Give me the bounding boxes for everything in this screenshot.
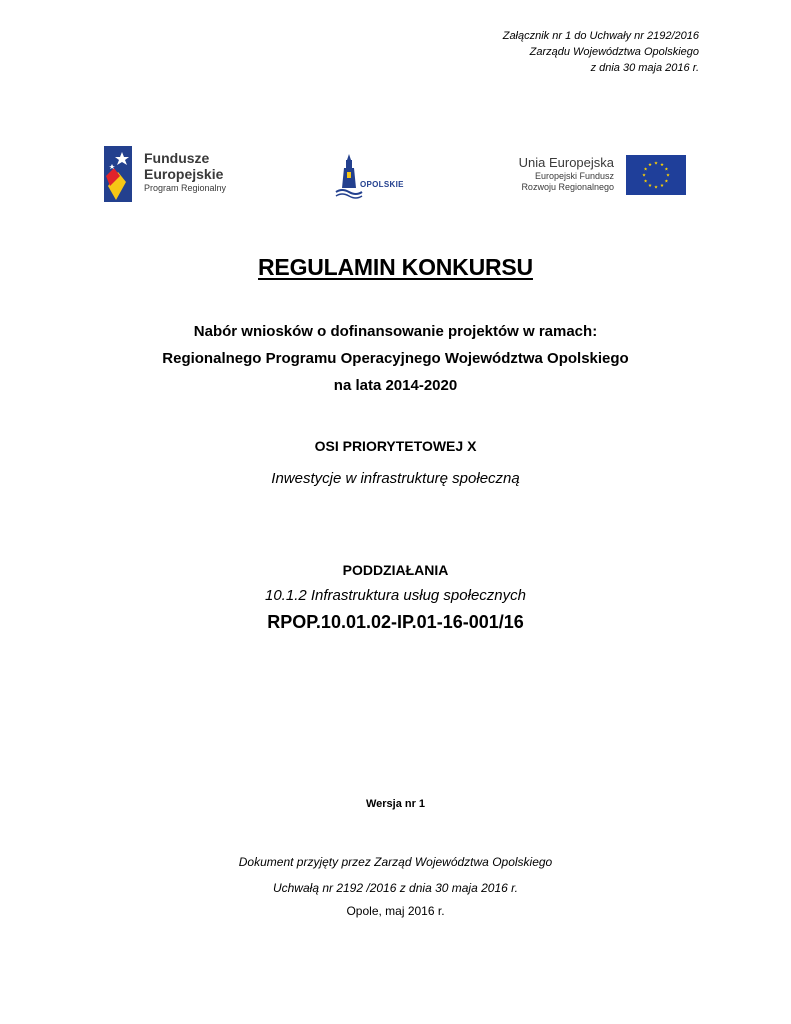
document-subtitle <box>0 318 791 399</box>
annex-line-1: Załącznik nr 1 do Uchwały nr 2192/2016 <box>502 30 699 42</box>
annex-note <box>503 28 699 76</box>
subaction-label: PODDZIAŁANIA <box>342 562 449 578</box>
fundusze-europejskie-icon <box>104 146 134 202</box>
priority-axis-label: OSI PRIORYTETOWEJ X <box>314 438 477 454</box>
ue-text <box>519 154 614 193</box>
call-code: RPOP.10.01.02-IP.01-16-001/16 <box>267 612 524 632</box>
opolskie-text: OPOLSKIE <box>360 180 404 189</box>
logo-bar <box>0 140 791 210</box>
fe-line-3: Program Regionalny <box>144 183 227 193</box>
adoption-note <box>0 849 791 901</box>
eu-flag-icon <box>626 155 686 195</box>
fe-line-1: Fundusze <box>144 150 210 166</box>
opolskie-logo <box>334 154 414 200</box>
priority-axis-name: Inwestycje w infrastrukturę społeczną <box>271 470 520 487</box>
subaction-name: 10.1.2 Infrastruktura usług społecznych <box>265 587 526 604</box>
fe-line-2: Europejskie <box>144 166 224 182</box>
version-label: Wersja nr 1 <box>365 798 426 810</box>
subtitle-line-2: Regionalnego Programu Operacyjnego Województwa Opolskiego <box>162 350 629 367</box>
ue-line-2: Europejski Fundusz <box>534 171 614 181</box>
annex-line-2: Zarządu Województwa Opolskiego <box>529 46 699 58</box>
adoption-line-1: Dokument przyjęty przez Zarząd Województwa Opolskiego <box>238 855 553 869</box>
subtitle-line-1: Nabór wniosków o dofinansowanie projektów w ramach: <box>193 323 598 340</box>
ue-line-1: Unia Europejska <box>518 155 614 170</box>
opolskie-tower-icon <box>334 154 364 200</box>
fundusze-europejskie-logo <box>104 146 244 202</box>
place-date: Opole, maj 2016 r. <box>346 904 445 918</box>
document-title: REGULAMIN KONKURSU <box>258 254 533 280</box>
subtitle-line-3: na lata 2014-2020 <box>333 377 458 394</box>
unia-europejska-logo <box>508 154 688 198</box>
annex-line-3: z dnia 30 maja 2016 r. <box>590 62 699 74</box>
adoption-line-2: Uchwałą nr 2192 /2016 z dnia 30 maja 2016 r. <box>272 881 519 895</box>
fe-text <box>144 150 226 195</box>
ue-line-3: Rozwoju Regionalnego <box>521 182 614 192</box>
